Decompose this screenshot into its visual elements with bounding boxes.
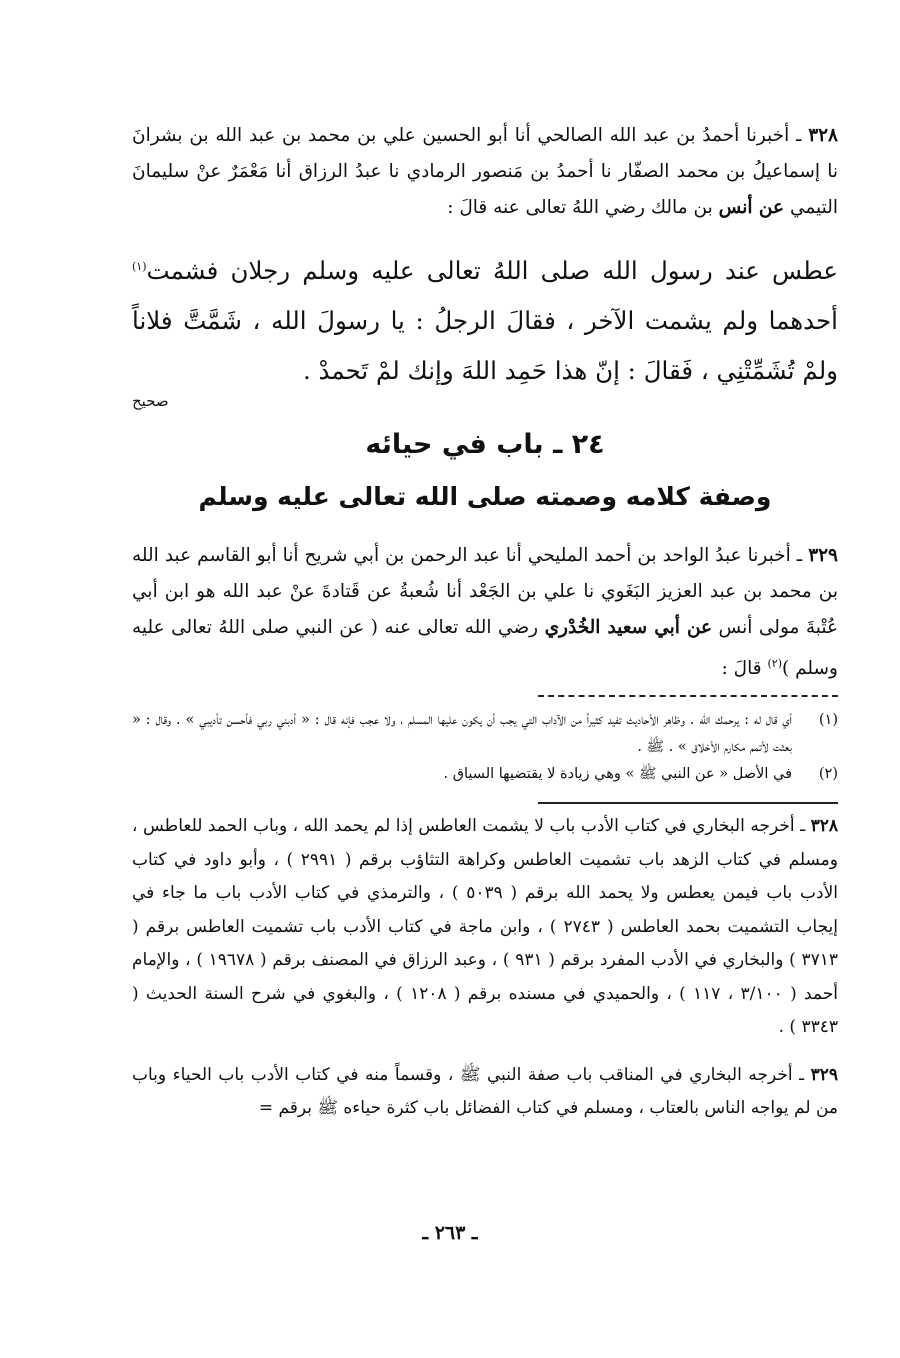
footnote-ref: (١) [132, 260, 147, 273]
isnad-text-end: بن مالك رضي اللهُ تعالى عنه قالَ : [447, 197, 713, 218]
hadith-329-isnad [132, 538, 838, 687]
takhrij-number: ٣٢٩ [810, 1064, 839, 1085]
page-number: ـ ٢٦٣ ـ [422, 1222, 478, 1244]
matn-text-cont: أحدهما ولم يشمت الآخر ، فقالَ الرجلُ : يا رسولَ الله ، شَمَّتَّ فلاناً ولمْ تُشَمِّتْنِي ، فَقالَ : إنّ هذا حَمِد اللهَ وإنك لمْ تَحمدْ . [132, 306, 838, 386]
takhrij-separator [538, 802, 838, 804]
footnote-ref: (٢) [767, 657, 783, 671]
takhrij-text: ـ أخرجه البخاري في المناقب باب صفة النبي ﷺ ، وقسماً منه في كتاب الأدب باب الحياء وباب من لم يواجه الناس بالعتاب ، ومسلم في كتاب الفضائل باب كثرة حياءه ﷺ برقم = [132, 1064, 838, 1119]
footnote-separator [538, 695, 838, 697]
chapter-subtitle: وصفة كلامه وصمته صلى الله تعالى عليه وسلم [198, 482, 772, 512]
isnad-text: ـ أخبرنا أحمدُ بن عبد الله الصالحي أنا أبو الحسين علي بن محمد بن عبد الله بن بشرانَ نا إسماعيلُ بن محمد الصفّار نا أحمدُ بن مَنصور الرمادي نا عبدُ الرزاق أنا مَعْمَرٌ عنْ سليمانَ التيمي [132, 125, 838, 218]
narrator-name: عن أبي سعيد الخُدْري [544, 617, 713, 639]
hadith-number: ٣٢٨ [808, 125, 838, 146]
isnad-text-cont: رضي الله تعالى عنه ( عن النبي صلى اللهُ تعالى عليه وسلم ) [132, 617, 838, 680]
takhrij-329 [132, 1059, 838, 1126]
isnad-text: ـ أخبرنا عبدُ الواحد بن أحمد المليحي أنا عبد الرحمن بن أبي شريح أنا أبو القاسم عبد الله بن محمد بن عبد العزيز البَغَوي نا علي بن الجَعْد أنا شُعبةُ عن قَتادةَ عنْ عبد الله هو ابن أبي عُتْبةَ مولى أنس [132, 545, 839, 639]
footnote-number: (٢) [818, 766, 838, 783]
footnote-number: (١) [818, 712, 838, 729]
footnote-text: أي قال له : يرحمك الله . وظاهر الأحاديث تفيد كثيراً من الآداب التي يجب أن يكون عليها المسلم ، ولا عجب فإنه قال : « أدبني ربي فأحسن تأديبي » . وقال : « بعثت لأتمم مكارم الأخلاق » . ﷺ . [132, 712, 792, 756]
hadith-328-matn [132, 242, 838, 396]
page-body [132, 118, 838, 1126]
narrator-name: عن أنس [718, 197, 785, 218]
footnote [132, 707, 838, 761]
footnote-text: في الأصل « عن النبي ﷺ » وهي زيادة لا يقتضيها السياق . [443, 766, 792, 783]
takhrij-text: ـ أخرجه البخاري في كتاب الأدب باب لا يشمت العاطس إذا لم يحمد الله ، وباب الحمد للعاطس ، ومسلم في كتاب الزهد باب تشميت العاطس وكراهة التثاؤب برقم ( ٢٩٩١ ) ، وأبو داود في كتاب الأدب باب فيمن يعطس ولا يحمد الله برقم ( ٥٠٣٩ ) ، والترمذي في كتاب الأدب باب ما جاء في إيجاب التشميت بحمد العاطس ( ٢٧٤٣ ) ، وابن ماجة في كتاب الأدب باب تشميت العاطس برقم ( ٣٧١٣ ) والبخاري في الأدب المفرد برقم ( ٩٣١ ) ، وعبد الرزاق في المصنف برقم ( ١٩٦٧٨ ) ، والإمام أحمد ( ٣/١٠٠ ، ١١٧ ) ، والحميدي في مسنده برقم ( ١٢٠٨ ) ، والبغوي في شرح السنة الحديث ( ٣٣٤٣ ) . [132, 816, 839, 1038]
hadith-number: ٣٢٩ [808, 545, 838, 567]
footnote [132, 761, 838, 788]
takhrij-number: ٣٢٨ [810, 816, 838, 837]
matn-text: عطس عند رسول الله صلى اللهُ تعالى عليه وسلم رجلان فشمت [146, 256, 838, 286]
footnotes [132, 707, 838, 788]
isnad-text-end: قالَ : [721, 658, 762, 680]
hadith-328-isnad [132, 118, 838, 226]
chapter-title: ٢٤ ـ باب في حيائه [365, 429, 605, 461]
takhrij-328 [132, 810, 838, 1045]
hadith-grade: صحيح [132, 392, 169, 411]
